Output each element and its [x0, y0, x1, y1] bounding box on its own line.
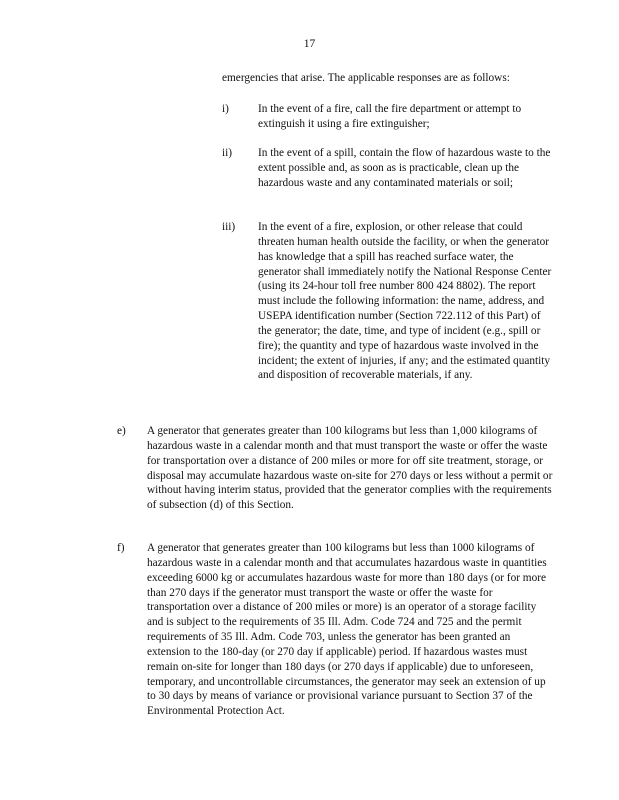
- subsection-text: A generator that generates greater than 100 kilograms but less than 1000 kilograms of hazardous waste in a calendar month and that accumulates hazardous waste in quantities exceeding 6000 kg or accumulates hazardous waste for more than 180 days (or for more than 270 days if the generator must transport the waste or offer the waste for transportation over a distance of 200 miles or more) is an operator of a storage facility and is subject to the requirements of 35 Ill. Adm. Code 724 and 725 and the permit requirements of 35 Ill. Adm. Code 703, unless the generator has been granted an extension to the 180-day (or 270 day if applicable) period. If hazardous wastes must remain on-site for longer than 180 days (or 270 days if applicable) due to unforeseen, temporary, and uncontrollable circumstances, the generator may seek an extension of up to 30 days by means of variance or provisional variance pursuant to Section 37 of the Environmental Protection Act.: [147, 542, 547, 718]
- response-text: In the event of a fire, call the fire department or attempt to extinguish it using a fire extinguisher;: [258, 103, 522, 130]
- response-label: i): [222, 103, 229, 115]
- response-label: ii): [222, 147, 233, 159]
- response-text: In the event of a fire, explosion, or other release that could threaten human health outside the facility, or when the generator has knowledge that a spill has reached surface water, the generator shall immediately notify the National Response Center (using its 24-hour toll free number 800 424 8802). The report must include the following information: the name, address, and USEPA identification number (Section 722.112 of this Part) of the generator; the date, time, and type of incident (e.g., spill or fire); the quantity and type of hazardous waste involved in the incident; the extent of injuries, if any; and the estimated quantity and disposition of recoverable materials, if any.: [258, 221, 552, 382]
- response-label: iii): [222, 221, 236, 233]
- subsection-label: f): [117, 542, 125, 554]
- page-number: 17: [303, 38, 316, 50]
- lead-in-text: emergencies that arise. The applicable responses are as follows:: [222, 72, 510, 84]
- response-text: In the event of a spill, contain the flow of hazardous waste to the extent possible and, as soon as is practicable, clean up the hazardous waste and any contaminated materials or soil;: [258, 147, 551, 189]
- subsection-text: A generator that generates greater than 100 kilograms but less than 1,000 kilograms of hazardous waste in a calendar month and that must transport the waste or offer the waste for transportation over a distance of 200 miles or more for off site treatment, storage, or disposal may accumulate hazardous waste on-site for 270 days or less without a permit or without having interim status, provided that the generator complies with the requirements of subsection (d) of this Section.: [147, 425, 553, 512]
- subsection-label: e): [117, 425, 126, 437]
